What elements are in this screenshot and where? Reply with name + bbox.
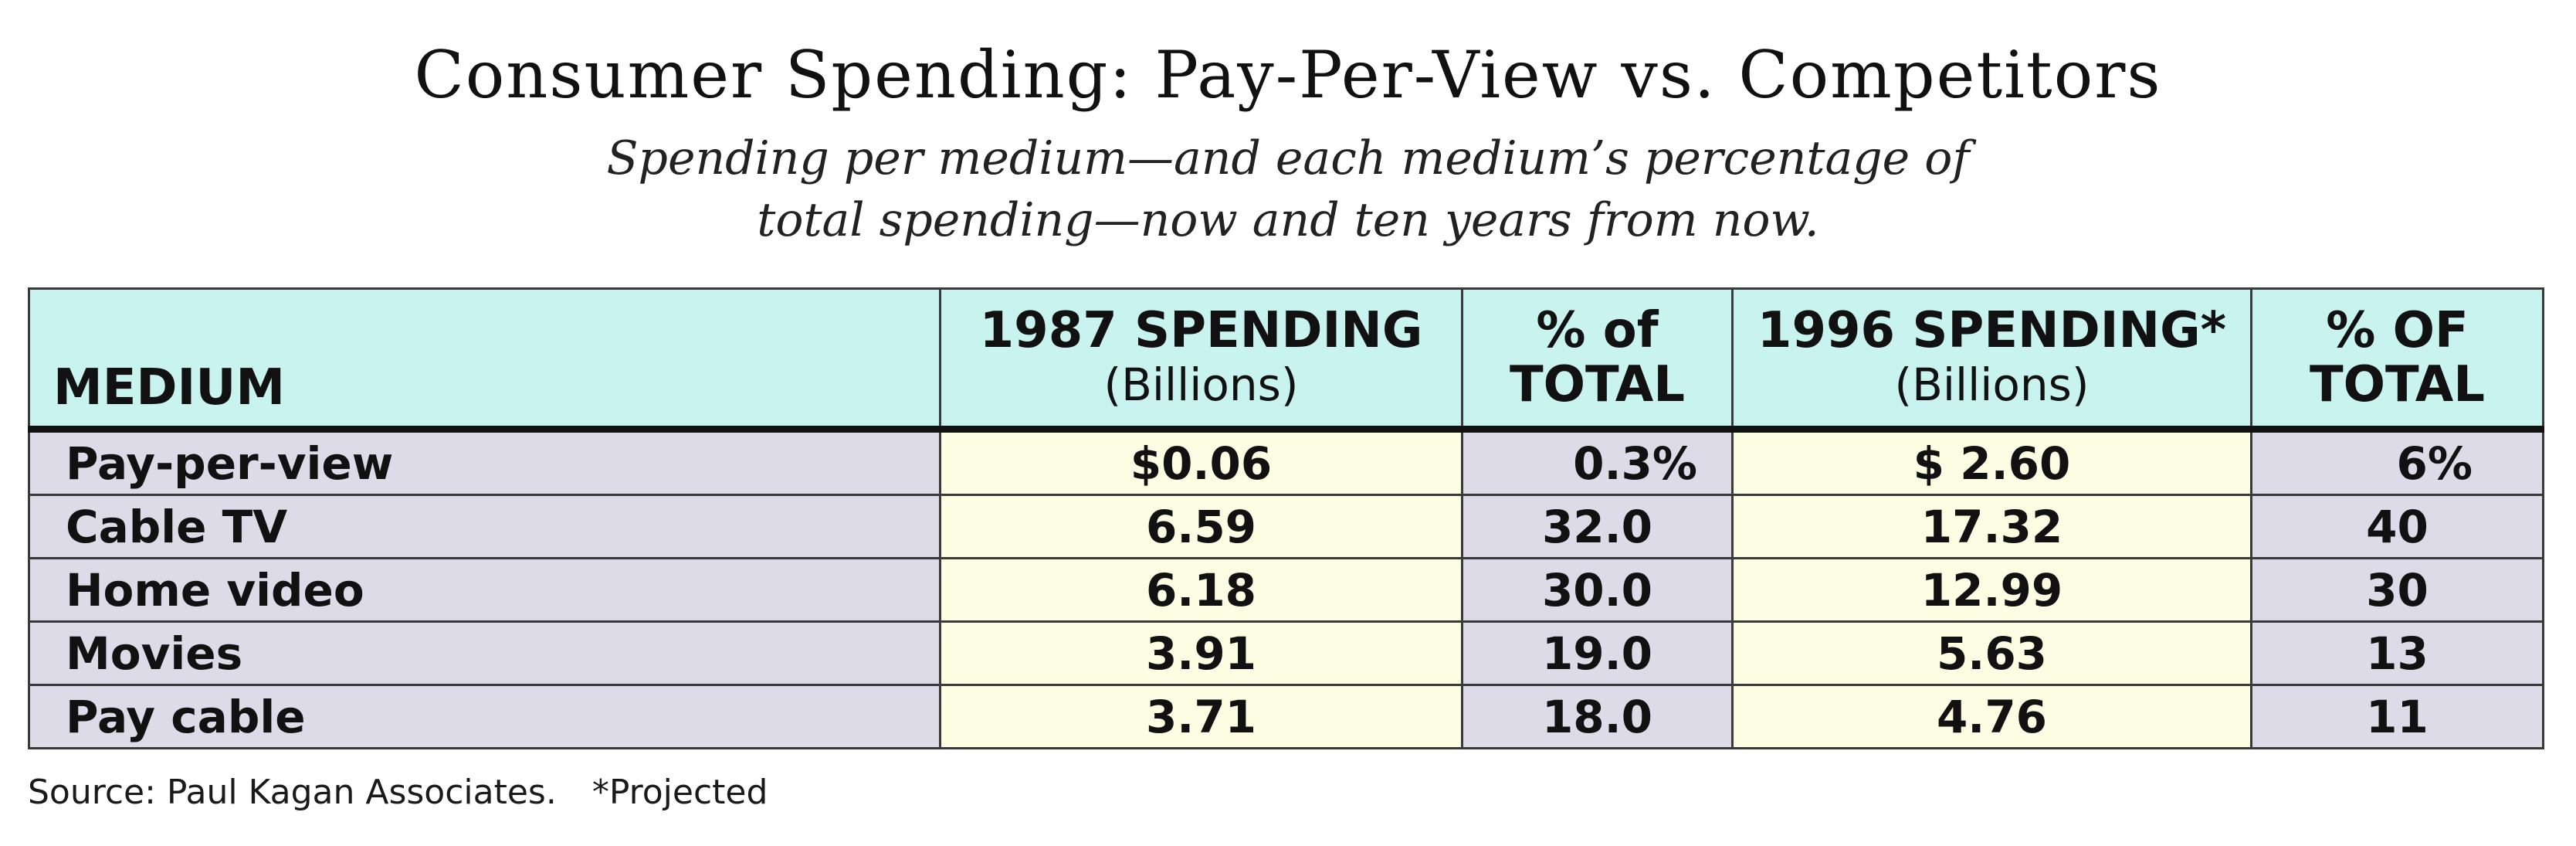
cell-1996-spending: 5.63 bbox=[1733, 622, 2252, 685]
cell-1996-percent: 11 bbox=[2252, 685, 2544, 749]
table-header-row bbox=[29, 289, 2544, 430]
cell-medium: Cable TV bbox=[29, 495, 941, 559]
column-header-label: 1996 SPENDING* bbox=[1757, 302, 2227, 359]
cell-1996-percent: 13 bbox=[2252, 622, 2544, 685]
column-header-label: % of bbox=[1536, 302, 1659, 359]
cell-1987-percent: 30.0 bbox=[1463, 559, 1733, 622]
cell-1996-percent: 30 bbox=[2252, 559, 2544, 622]
table-row bbox=[29, 622, 2544, 685]
table-row bbox=[29, 685, 2544, 749]
column-header-1996-percent bbox=[2252, 289, 2544, 430]
cell-1987-spending: 6.59 bbox=[941, 495, 1463, 559]
cell-medium: Home video bbox=[29, 559, 941, 622]
column-header-sublabel: TOTAL bbox=[2309, 356, 2486, 413]
cell-1996-spending: 17.32 bbox=[1733, 495, 2252, 559]
chart-subtitle-line-2: total spending—now and ten years from now. bbox=[757, 193, 1819, 247]
cell-medium: Pay-per-view bbox=[29, 430, 941, 495]
cell-1996-spending: 4.76 bbox=[1733, 685, 2252, 749]
cell-1987-percent: 19.0 bbox=[1463, 622, 1733, 685]
cell-1987-spending: 6.18 bbox=[941, 559, 1463, 622]
column-header-1987-percent bbox=[1463, 289, 1733, 430]
cell-1987-percent: 0.3% bbox=[1463, 430, 1733, 495]
source-text: Source: Paul Kagan Associates. bbox=[28, 773, 557, 812]
column-header-medium bbox=[29, 289, 941, 430]
table-row bbox=[29, 559, 2544, 622]
table-row bbox=[29, 430, 2544, 495]
column-header-1996-spending bbox=[1733, 289, 2252, 430]
spending-table bbox=[28, 287, 2544, 749]
column-header-label: 1987 SPENDING bbox=[979, 302, 1423, 359]
source-note bbox=[28, 773, 768, 812]
chart-title: Consumer Spending: Pay-Per-View vs. Competitors bbox=[414, 37, 2162, 113]
cell-1987-percent: 18.0 bbox=[1463, 685, 1733, 749]
cell-1996-percent: 40 bbox=[2252, 495, 2544, 559]
column-header-sublabel: TOTAL bbox=[1509, 356, 1686, 413]
cell-1987-spending: 3.71 bbox=[941, 685, 1463, 749]
column-header-label: % OF bbox=[2326, 302, 2469, 359]
cell-medium: Movies bbox=[29, 622, 941, 685]
cell-1996-spending: 12.99 bbox=[1733, 559, 2252, 622]
table-row bbox=[29, 495, 2544, 559]
cell-1987-percent: 32.0 bbox=[1463, 495, 1733, 559]
footnote-projected: *Projected bbox=[591, 773, 768, 812]
cell-1987-spending: 3.91 bbox=[941, 622, 1463, 685]
column-header-sublabel: (Billions) bbox=[1894, 358, 2090, 411]
column-header-sublabel: (Billions) bbox=[1103, 358, 1299, 411]
column-header-label: MEDIUM bbox=[53, 359, 285, 416]
cell-1987-spending: $0.06 bbox=[941, 430, 1463, 495]
chart-subtitle-line-1: Spending per medium—and each medium’s percentage of bbox=[606, 131, 1970, 185]
cell-1996-percent: 6% bbox=[2252, 430, 2544, 495]
cell-1996-spending: $ 2.60 bbox=[1733, 430, 2252, 495]
column-header-1987-spending bbox=[941, 289, 1463, 430]
cell-medium: Pay cable bbox=[29, 685, 941, 749]
